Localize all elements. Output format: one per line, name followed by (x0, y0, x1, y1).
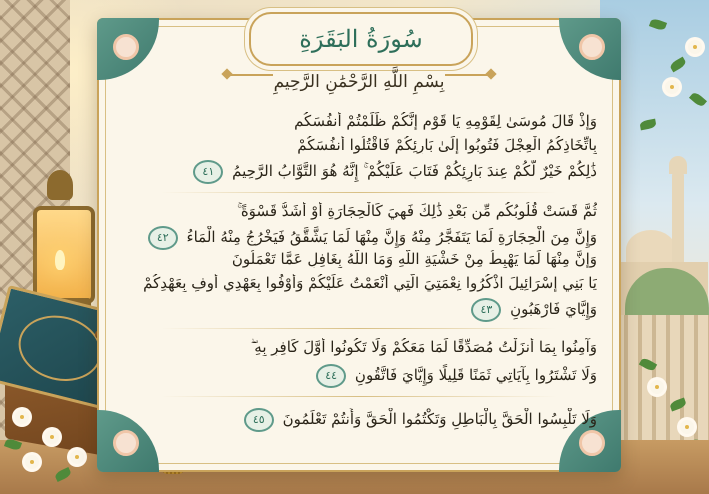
verse-line: وَإِذْ قَالَ مُوسَىٰ لِقَوْمِهِ يَا قَوْمِ إِنَّكُمْ ظَلَمْتُمْ أَنفُسَكُم (294, 112, 597, 130)
flower-icon (688, 40, 702, 54)
verses-block (121, 112, 597, 452)
verse-divider (161, 192, 557, 193)
rosette-icon (113, 34, 139, 60)
flower-icon (45, 430, 59, 444)
flower-icon (680, 420, 694, 434)
verse-number-marker: ٤٥ (244, 408, 274, 432)
surah-title: سُورَةُ البَقَرَةِ (299, 25, 423, 53)
verse-text: وَلَا تَشْتَرُوا بِآيَاتِي ثَمَنًا قَلِيلًا وَإِيَّايَ فَاتَّقُونِ (354, 366, 597, 384)
verse-text: وَإِنَّ مِنَ الْحِجَارَةِ لَمَا يَتَفَجَّرُ مِنْهُ وَإِنَّ مِنْهَا لَمَا يَشَّقَّقُ فَيَخْرُجُ مِنْهُ الْمَاءُ (186, 228, 597, 246)
verse-text: ذَٰلِكُمْ خَيْرٌ لَّكُمْ عِندَ بَارِئِكُمْ فَتَابَ عَلَيْكُمْ ۚ إِنَّهُ هُوَ التَّوَّابُ الرَّحِيمُ (232, 162, 597, 180)
flower-icon (25, 455, 39, 469)
verse-number-marker: ٤٣ (471, 298, 501, 322)
verse-number-marker: ٤١ (193, 160, 223, 184)
verse-text: وَلَا تَلْبِسُوا الْحَقَّ بِالْبَاطِلِ وَتَكْتُمُوا الْحَقَّ وَأَنتُمْ تَعْلَمُونَ (282, 410, 597, 428)
verse-line (121, 160, 597, 184)
verse-line: يَا بَنِي إِسْرَائِيلَ اذْكُرُوا نِعْمَتِيَ الَّتِي أَنْعَمْتُ عَلَيْكُمْ وَأَوْفُوا بِعَهْدِي أُوفِ بِعَهْدِكُمْ (143, 274, 597, 292)
verse-line (121, 408, 597, 432)
verse-line (121, 226, 597, 250)
candle-flame-icon (55, 250, 65, 270)
verse-line (121, 298, 597, 322)
rosette-icon (579, 34, 605, 60)
flower-icon (70, 450, 84, 464)
quran-panel (97, 18, 621, 472)
verse-line (121, 364, 597, 388)
verse-line: بِاتِّخَاذِكُمُ الْعِجْلَ فَتُوبُوا إِلَىٰ بَارِئِكُمْ فَاقْتُلُوا أَنفُسَكُمْ (297, 136, 597, 154)
verse-line: ثُمَّ قَسَتْ قُلُوبُكُم مِّن بَعْدِ ذَٰلِكَ فَهِيَ كَالْحِجَارَةِ أَوْ أَشَدُّ قَسْوَةً ۚ (237, 202, 597, 220)
verse-line: وَآمِنُوا بِمَا أَنزَلْتُ مُصَدِّقًا لِّمَا مَعَكُمْ وَلَا تَكُونُوا أَوَّلَ كَافِرٍ بِهِ ۖ (250, 338, 597, 356)
verse-divider (161, 396, 557, 397)
flower-icon (15, 410, 29, 424)
verse-number-marker: ٤٤ (316, 364, 346, 388)
verse-text: وَإِيَّايَ فَارْهَبُونِ (510, 300, 597, 318)
flower-icon (650, 380, 664, 394)
surah-title-frame (249, 12, 473, 66)
lantern-cap (47, 170, 73, 200)
verse-divider (161, 328, 557, 329)
basmala: بِسْمِ اللَّهِ الرَّحْمَٰنِ الرَّحِيمِ (273, 72, 445, 92)
verse-line: وَإِنَّ مِنْهَا لَمَا يَهْبِطُ مِنْ خَشْيَةِ اللَّهِ وَمَا اللَّهُ بِغَافِلٍ عَمَّا تَعْمَلُونَ (231, 250, 597, 268)
verse-number-marker: ٤٢ (148, 226, 178, 250)
flower-icon (665, 80, 679, 94)
